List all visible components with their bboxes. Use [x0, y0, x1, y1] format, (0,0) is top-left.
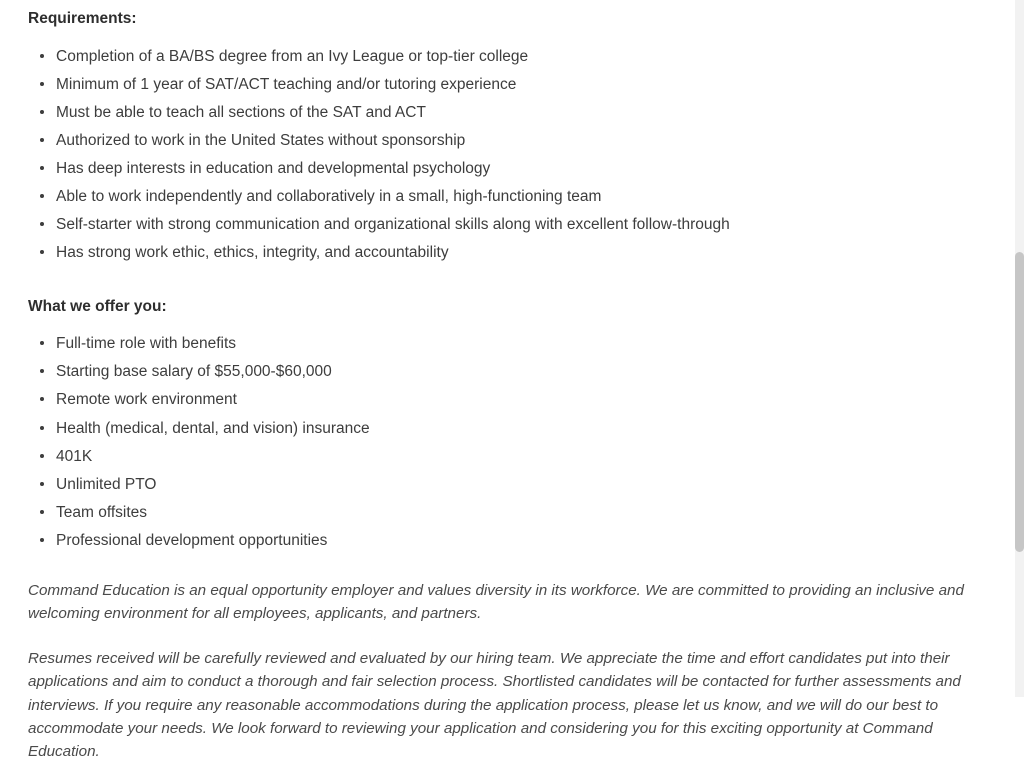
list-item: Has strong work ethic, ethics, integrity, and accountability [28, 240, 994, 265]
list-item: Full-time role with benefits [28, 331, 994, 356]
list-item: Team offsites [28, 500, 994, 525]
list-item: Has deep interests in education and developmental psychology [28, 156, 994, 181]
offer-list [28, 331, 994, 553]
list-item: Must be able to teach all sections of the SAT and ACT [28, 100, 994, 125]
list-item: Completion of a BA/BS degree from an Ivy League or top-tier college [28, 44, 994, 69]
list-item: Able to work independently and collaboratively in a small, high-functioning team [28, 184, 994, 209]
list-item: Professional development opportunities [28, 528, 994, 553]
vertical-scrollbar[interactable] [1015, 0, 1024, 697]
list-item: Minimum of 1 year of SAT/ACT teaching and/or tutoring experience [28, 72, 994, 97]
list-item: Self-starter with strong communication and organizational skills along with excellent follow-through [28, 212, 994, 237]
list-item: Remote work environment [28, 387, 994, 412]
requirements-list [28, 44, 994, 266]
list-item: 401K [28, 444, 994, 469]
list-item: Starting base salary of $55,000-$60,000 [28, 359, 994, 384]
requirements-heading: Requirements: [28, 10, 137, 27]
list-item: Authorized to work in the United States without sponsorship [28, 128, 994, 153]
equal-opportunity-note: Command Education is an equal opportunity employer and values diversity in its workforce. We are committed to providing an inclusive and welcoming environment for all employees, applicants, and partners. [28, 582, 964, 623]
hiring-process-note: Resumes received will be carefully reviewed and evaluated by our hiring team. We appreciate the time and effort candidates put into their applications and aim to conduct a thorough and fair selection process. Shortlisted candidates will be contacted for further assessments and interviews. If you require any reasonable accommodations during the application process, please let us know, and we will do our best to accommodate your needs. We look forward to reviewing your application and considering you for this exciting opportunity at Command Education. [28, 650, 961, 760]
list-item: Health (medical, dental, and vision) insurance [28, 416, 994, 441]
list-item: Unlimited PTO [28, 472, 994, 497]
offer-heading: What we offer you: [28, 297, 167, 315]
scrollbar-thumb[interactable] [1015, 252, 1024, 552]
